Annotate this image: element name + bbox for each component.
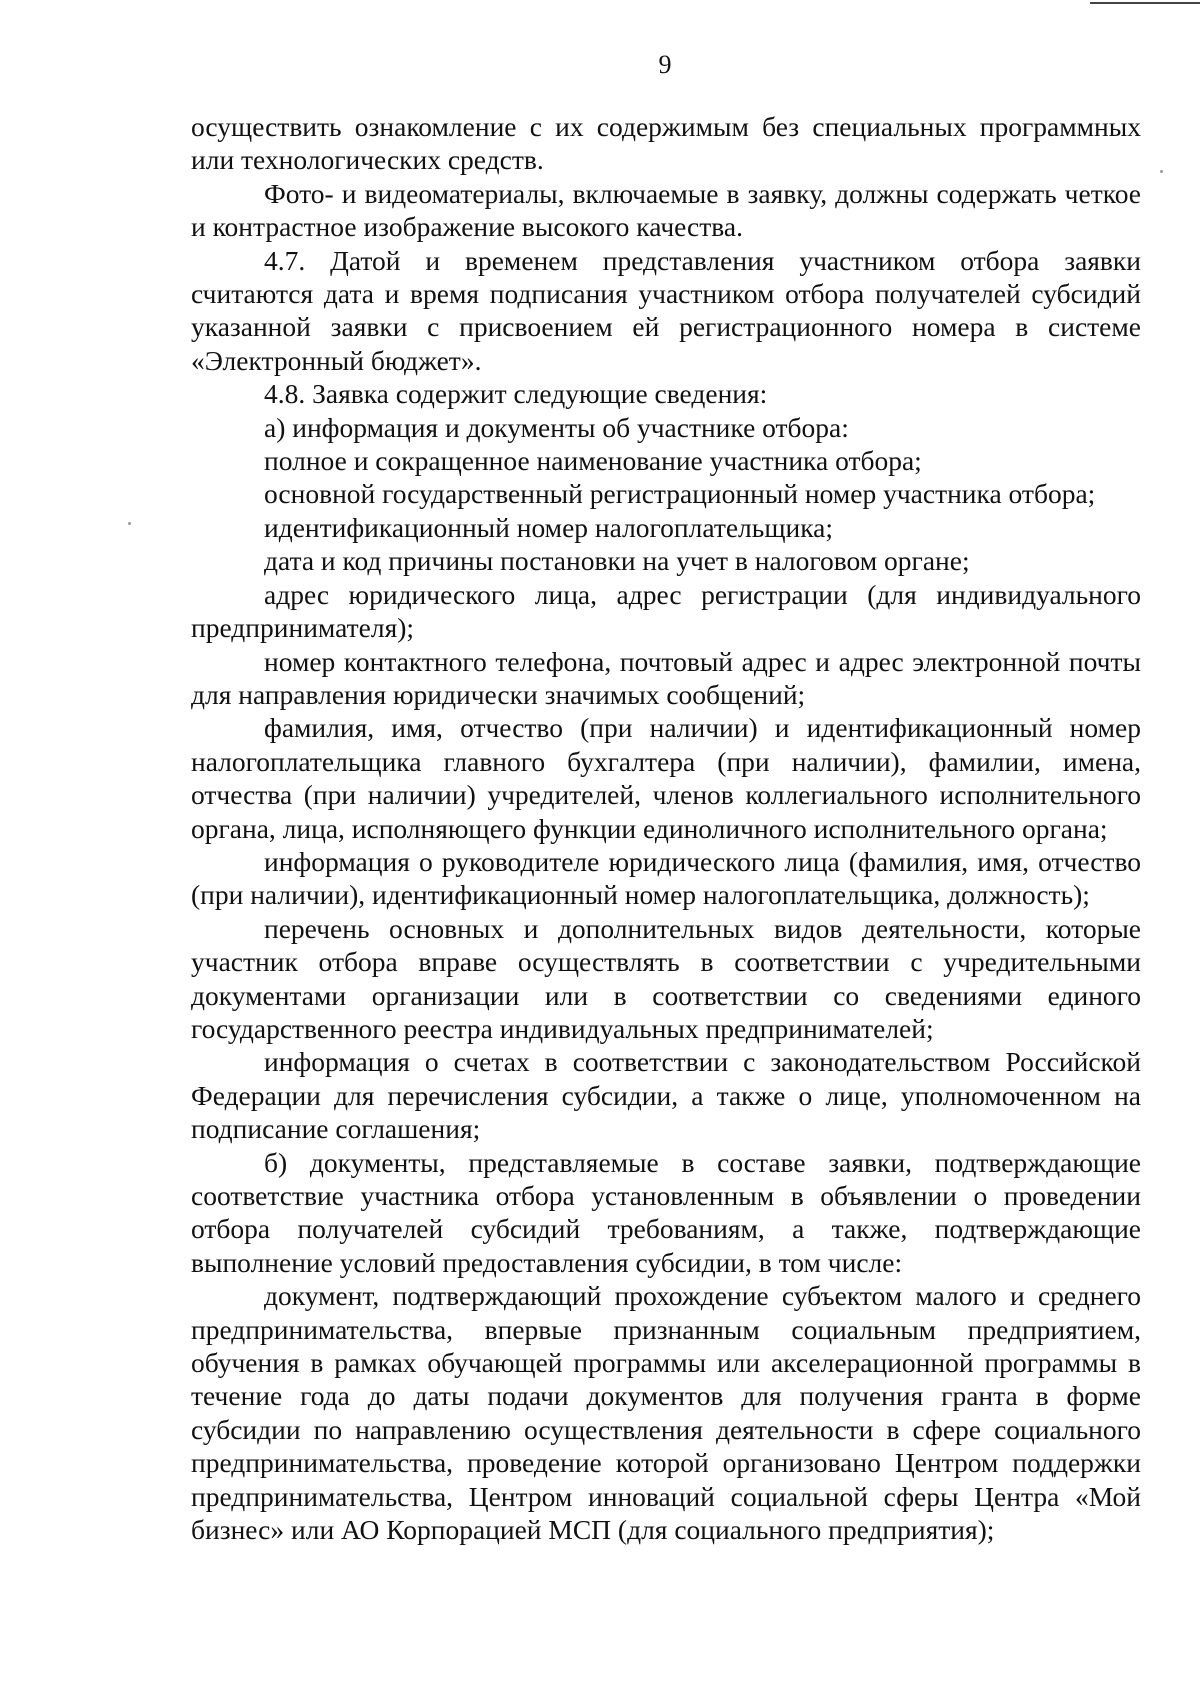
- list-item: дата и код причины постановки на учет в налоговом органе;: [264, 545, 970, 577]
- list-item: документ, подтверждающий прохождение субъектом малого и среднего предпринимательства, впервые признанным социальным предприятием, обучения в рамках обучающей программы или акселерационной программы в течение года до даты подачи документов для получения гранта в форме субсидии по направлению осуществления деятельности в сфере социального предпринимательства, проведение которой организовано Центром поддержки предпринимательства, Центром инноваций социальной сферы Центра «Мой бизнес» или АО Корпорацией МСП (для социального предприятия);: [191, 1280, 1141, 1546]
- list-item-a: а) информация и документы об участнике отбора:: [264, 411, 849, 443]
- list-item: идентификационный номер налогоплательщика;: [264, 511, 834, 543]
- paragraph-photo-video: Фото- и видеоматериалы, включаемые в заявку, должны содержать четкое и контрастное изображение высокого качества.: [191, 177, 1141, 243]
- list-item: основной государственный регистрационный номер участника отбора;: [264, 478, 1096, 510]
- scan-speck: [1160, 170, 1163, 173]
- list-item: информация о руководителе юридического лица (фамилия, имя, отчество (при наличии), идентификационный номер налогоплательщика, должность);: [191, 845, 1141, 911]
- list-item: номер контактного телефона, почтовый адрес и адрес электронной почты для направления юридически значимых сообщений;: [191, 645, 1141, 710]
- list-item: полное и сокращенное наименование участника отбора;: [264, 445, 922, 477]
- list-item: фамилия, имя, отчество (при наличии) и идентификационный номер налогоплательщика главного бухгалтера (при наличии), фамилии, имена, отчества (при наличии) учредителей, членов коллегиального исполнительного органа, лица, исполняющего функции единоличного исполнительного органа;: [191, 712, 1141, 844]
- list-item: информация о счетах в соответствии с законодательством Российской Федерации для перечисления субсидии, а также о лице, уполномоченном на подписание соглашения;: [191, 1046, 1141, 1145]
- list-item-b: б) документы, представляемые в составе заявки, подтверждающие соответствие участника отбора установленным в объявлении о проведении отбора получателей субсидий требованиям, а также, подтверждающие выполнение условий предоставления субсидии, в том числе:: [191, 1146, 1141, 1278]
- document-body: [191, 110, 1141, 1546]
- paragraph-4-8: 4.8. Заявка содержит следующие сведения:: [264, 378, 768, 410]
- paragraph-continuation: осуществить ознакомление с их содержимым без специальных программных или технологических средств.: [191, 111, 1141, 176]
- paragraph-4-7: 4.7. Датой и временем представления участником отбора заявки считаются дата и время подписания участником отбора получателей субсидий указанной заявки с присвоением ей регистрационного номера в системе «Электронный бюджет».: [191, 244, 1141, 376]
- top-edge-rule: [1090, 2, 1200, 4]
- page-number: 9: [658, 50, 672, 79]
- list-item: адрес юридического лица, адрес регистрации (для индивидуального предпринимателя);: [191, 578, 1141, 644]
- scan-speck: [128, 522, 131, 525]
- list-item: перечень основных и дополнительных видов деятельности, которые участник отбора вправе осуществлять в соответствии с учредительными документами организации или в соответствии со сведениями единого государственного реестра индивидуальных предпринимателей;: [191, 912, 1141, 1044]
